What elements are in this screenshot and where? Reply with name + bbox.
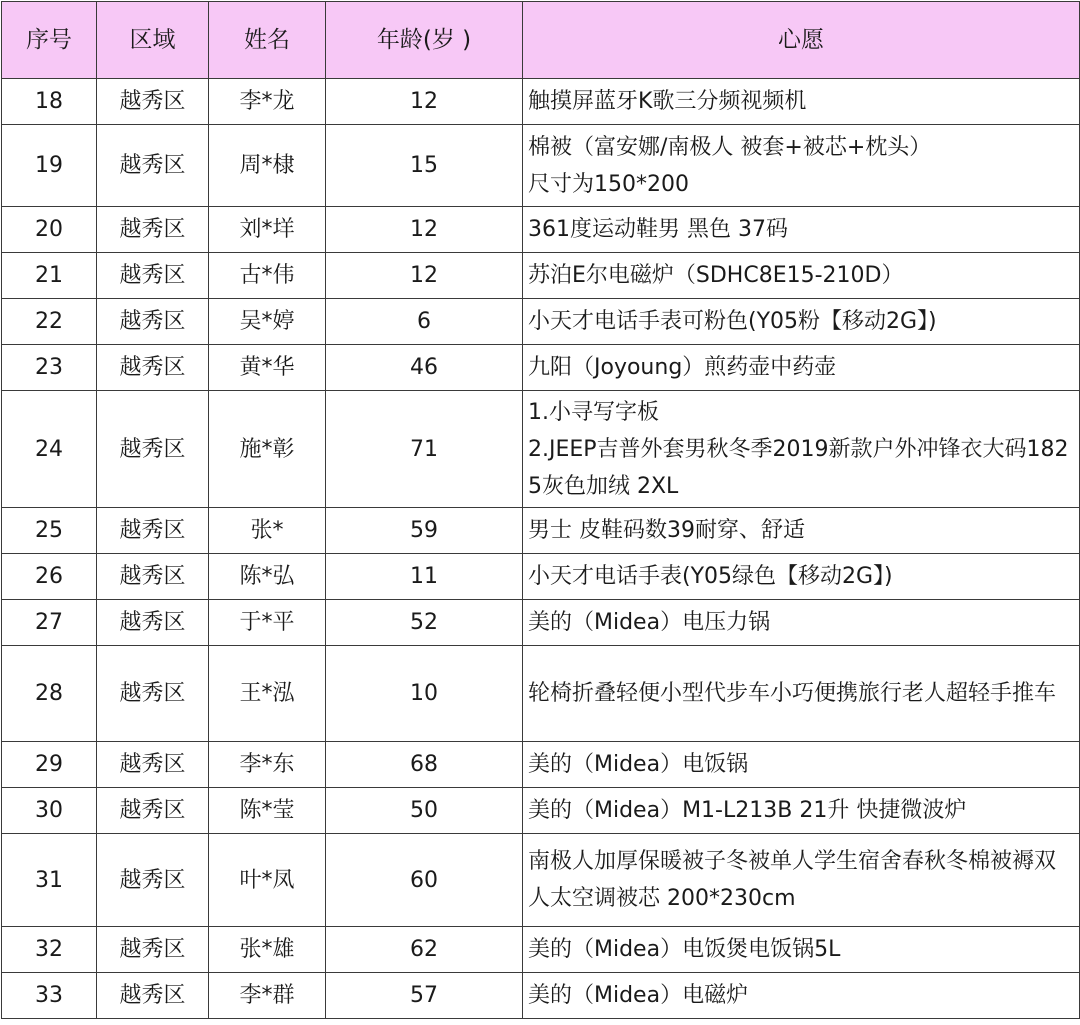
cell-no: 33 — [2, 973, 97, 1019]
cell-no: 26 — [2, 554, 97, 600]
cell-name: 周*棣 — [209, 125, 326, 207]
cell-no: 25 — [2, 508, 97, 554]
cell-wish: 九阳（Joyoung）煎药壶中药壶 — [523, 345, 1080, 391]
cell-district: 越秀区 — [97, 508, 209, 554]
cell-wish: 触摸屏蓝牙K歌三分频视频机 — [523, 79, 1080, 125]
cell-no: 27 — [2, 600, 97, 646]
table-row — [2, 299, 1080, 345]
cell-district: 越秀区 — [97, 391, 209, 508]
cell-name: 李*龙 — [209, 79, 326, 125]
cell-wish: 南极人加厚保暖被子冬被单人学生宿舍春秋冬棉被褥双人太空调被芯 200*230cm — [523, 834, 1080, 927]
table-row — [2, 554, 1080, 600]
cell-name: 陈*莹 — [209, 788, 326, 834]
cell-district: 越秀区 — [97, 125, 209, 207]
header-wish: 心愿 — [523, 2, 1080, 79]
cell-name: 张* — [209, 508, 326, 554]
cell-district: 越秀区 — [97, 788, 209, 834]
cell-wish: 美的（Midea）M1-L213B 21升 快捷微波炉 — [523, 788, 1080, 834]
header-no: 序号 — [2, 2, 97, 79]
cell-no: 23 — [2, 345, 97, 391]
cell-name: 李*东 — [209, 742, 326, 788]
cell-age: 10 — [326, 646, 523, 742]
cell-name: 施*彰 — [209, 391, 326, 508]
cell-age: 52 — [326, 600, 523, 646]
table-row — [2, 927, 1080, 973]
cell-no: 21 — [2, 253, 97, 299]
table-row — [2, 345, 1080, 391]
cell-no: 18 — [2, 79, 97, 125]
cell-wish: 棉被（富安娜/南极人 被套+被芯+枕头） 尺寸为150*200 — [523, 125, 1080, 207]
cell-wish: 小天才电话手表可粉色(Y05粉【移动2G】) — [523, 299, 1080, 345]
cell-name: 黄*华 — [209, 345, 326, 391]
cell-no: 30 — [2, 788, 97, 834]
cell-age: 57 — [326, 973, 523, 1019]
cell-no: 24 — [2, 391, 97, 508]
table-row — [2, 834, 1080, 927]
cell-wish: 美的（Midea）电饭锅 — [523, 742, 1080, 788]
header-district: 区域 — [97, 2, 209, 79]
cell-age: 60 — [326, 834, 523, 927]
cell-no: 32 — [2, 927, 97, 973]
cell-age: 50 — [326, 788, 523, 834]
cell-wish: 美的（Midea）电压力锅 — [523, 600, 1080, 646]
table-row — [2, 742, 1080, 788]
table-row — [2, 600, 1080, 646]
cell-age: 12 — [326, 253, 523, 299]
cell-no: 20 — [2, 207, 97, 253]
cell-age: 62 — [326, 927, 523, 973]
cell-wish: 美的（Midea）电磁炉 — [523, 973, 1080, 1019]
cell-district: 越秀区 — [97, 345, 209, 391]
cell-age: 12 — [326, 79, 523, 125]
cell-district: 越秀区 — [97, 834, 209, 927]
table-row — [2, 508, 1080, 554]
cell-age: 68 — [326, 742, 523, 788]
cell-district: 越秀区 — [97, 973, 209, 1019]
cell-name: 古*伟 — [209, 253, 326, 299]
cell-no: 22 — [2, 299, 97, 345]
cell-district: 越秀区 — [97, 554, 209, 600]
cell-age: 71 — [326, 391, 523, 508]
cell-name: 王*泓 — [209, 646, 326, 742]
cell-name: 吴*婷 — [209, 299, 326, 345]
cell-district: 越秀区 — [97, 253, 209, 299]
cell-no: 28 — [2, 646, 97, 742]
table-row — [2, 788, 1080, 834]
cell-wish: 1.小寻写字板 2.JEEP吉普外套男秋冬季2019新款户外冲锋衣大码1825灰色加绒 2XL — [523, 391, 1080, 508]
cell-district: 越秀区 — [97, 79, 209, 125]
cell-age: 6 — [326, 299, 523, 345]
table-header-row — [2, 2, 1080, 79]
cell-name: 李*群 — [209, 973, 326, 1019]
table-row — [2, 125, 1080, 207]
table-row — [2, 253, 1080, 299]
cell-name: 刘*垟 — [209, 207, 326, 253]
cell-name: 于*平 — [209, 600, 326, 646]
table-row — [2, 973, 1080, 1019]
cell-wish: 轮椅折叠轻便小型代步车小巧便携旅行老人超轻手推车 — [523, 646, 1080, 742]
cell-district: 越秀区 — [97, 600, 209, 646]
cell-district: 越秀区 — [97, 927, 209, 973]
header-name: 姓名 — [209, 2, 326, 79]
table-row — [2, 207, 1080, 253]
cell-district: 越秀区 — [97, 646, 209, 742]
cell-age: 59 — [326, 508, 523, 554]
table-row — [2, 646, 1080, 742]
cell-wish: 苏泊E尔电磁炉（SDHC8E15-210D） — [523, 253, 1080, 299]
cell-district: 越秀区 — [97, 207, 209, 253]
wish-list-table — [1, 1, 1080, 1019]
cell-age: 11 — [326, 554, 523, 600]
cell-wish: 小天才电话手表(Y05绿色【移动2G】) — [523, 554, 1080, 600]
cell-name: 叶*凤 — [209, 834, 326, 927]
cell-wish: 361度运动鞋男 黑色 37码 — [523, 207, 1080, 253]
cell-wish: 美的（Midea）电饭煲电饭锅5L — [523, 927, 1080, 973]
cell-age: 15 — [326, 125, 523, 207]
cell-age: 46 — [326, 345, 523, 391]
cell-name: 陈*弘 — [209, 554, 326, 600]
header-age: 年龄(岁 ) — [326, 2, 523, 79]
table-row — [2, 391, 1080, 508]
cell-no: 19 — [2, 125, 97, 207]
cell-district: 越秀区 — [97, 299, 209, 345]
cell-district: 越秀区 — [97, 742, 209, 788]
cell-name: 张*雄 — [209, 927, 326, 973]
cell-no: 31 — [2, 834, 97, 927]
cell-age: 12 — [326, 207, 523, 253]
cell-wish: 男士 皮鞋码数39耐穿、舒适 — [523, 508, 1080, 554]
cell-no: 29 — [2, 742, 97, 788]
table-row — [2, 79, 1080, 125]
